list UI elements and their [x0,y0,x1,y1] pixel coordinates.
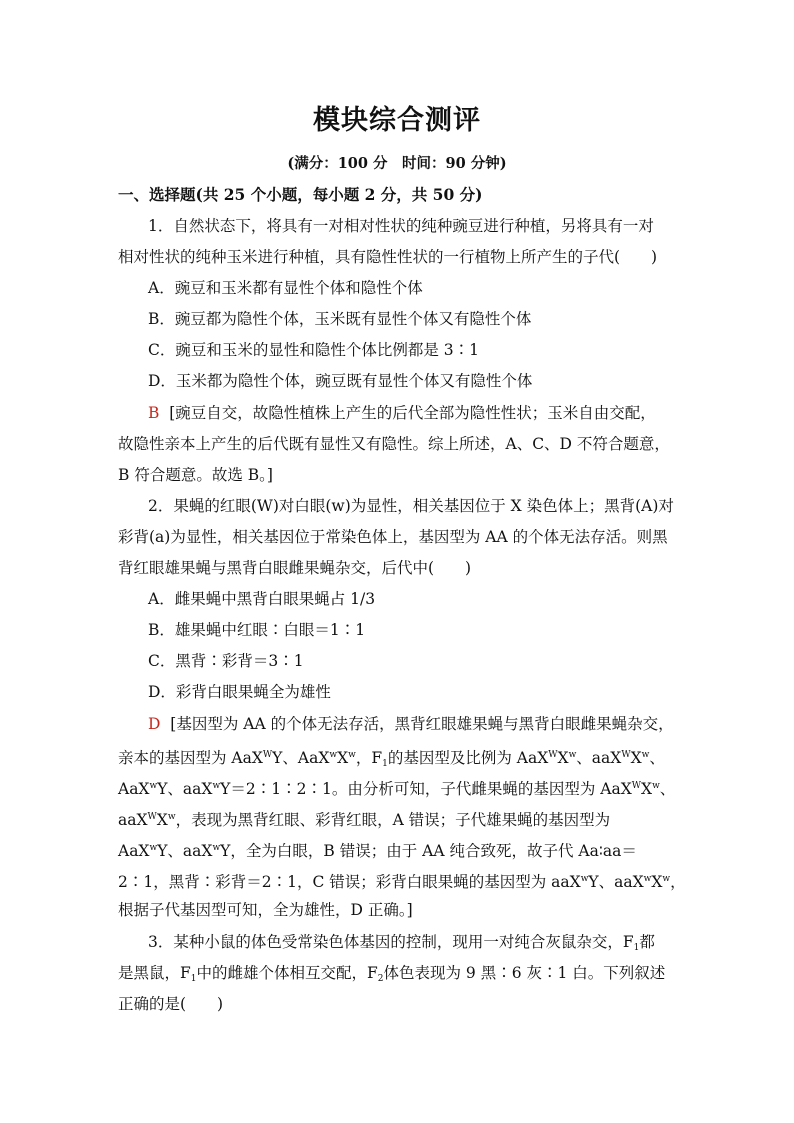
q2-option-b: B．雄果蝇中红眼∶白眼＝1∶1 [148,621,366,639]
q1-answer: B [148,404,160,422]
q2-explanation-line-2: 亲本的基因型为 AaX$^W$Y、$AaX^wX^w$，$F_1$的基因型及比例为 $AaX^WX^w$、$aaX^WX^w$、 [118,749,665,769]
q1-explanation-line-3: B 符合题意。故选 B。] [118,466,273,484]
q2-explanation-line-1 [148,713,708,735]
q1-option-d: D．玉米都为隐性个体，豌豆既有显性个体又有隐性个体 [148,372,533,390]
page-title: 模块综合测评 [313,105,481,136]
q1-option-a: A．豌豆和玉米都有显性个体和隐性个体 [148,279,423,297]
exam-info: (满分：100 分 时间：90 分钟) [287,155,507,172]
q2-explanation-text: [基因型为 AA 的个体无法存活，黑背红眼雄果蝇与黑背白眼雌果蝇杂交， [170,715,674,733]
q2-stem-line-3: 背红眼雄果蝇与黑背白眼雌果蝇杂交，后代中( ) [118,559,472,577]
q3-stem-line-1: 3．某种小鼠的体色受常染色体基因的控制，现用一对纯合灰鼠杂交，$F_1$都 [148,933,655,953]
section-heading: 一、选择题(共 25 个小题，每小题 2 分，共 50 分) [118,185,483,204]
q2-explanation-line-3: AaX$^w$Y、aaX$^w$Y＝2∶1∶2∶1。由分析可知，子代雌果蝇的基因型为 $AaX^WX^w$、 [118,780,676,798]
q1-explanation-line-2: 故隐性亲本上产生的后代既有显性又有隐性。综上所述，A、C、D 不符合题意， [118,435,670,453]
q1-stem-line-1: 1．自然状态下，将具有一对相对性状的纯种豌豆进行种植，另将具有一对 [148,217,654,235]
q2-option-d: D．彩背白眼果蝇全为雄性 [148,683,331,701]
q2-option-a: A．雌果蝇中黑背白眼果蝇占 1/3 [148,590,376,608]
q3-stem-line-2: 是黑鼠，$F_1$中的雌雄个体相互交配，$F_2$体色表现为 9 黑∶6 灰∶1 白。下列叙述 [118,964,666,984]
q1-option-c: C．豌豆和玉米的显性和隐性个体比例都是 3∶1 [148,341,480,359]
q2-answer: D [148,715,161,733]
q1-option-b: B．豌豆都为隐性个体，玉米既有显性个体又有隐性个体 [148,310,532,328]
q1-explanation-text: [豌豆自交，故隐性植株上产生的后代全部为隐性性状；玉米自由交配， [169,404,656,422]
q2-explanation-line-5: AaX$^w$Y、aaX$^w$Y，全为白眼，B 错误；由于 AA 纯合致死，故子代 Aa∶aa＝ [118,842,637,860]
q1-explanation-line-1 [148,402,708,424]
q1-stem-line-2: 相对性状的纯种玉米进行种植，具有隐性性状的一行植物上所产生的子代( ) [118,248,658,266]
q2-stem-line-2: 彩背(a)为显性，相关基因位于常染色体上，基因型为 AA 的个体无法存活。则黑 [118,528,668,546]
q2-explanation-line-7: 根据子代基因型可知，全为雄性，D 正确。] [118,901,413,919]
q3-stem-line-3: 正确的是( ) [118,995,224,1013]
q2-explanation-line-4: $aaX^WX^w$，表现为黑背红眼、彩背红眼，A 错误；子代雄果蝇的基因型为 [118,811,611,829]
q2-stem-line-1: 2．果蝇的红眼(W)对白眼(w)为显性，相关基因位于 X 染色体上；黑背(A)对 [148,497,674,515]
q2-explanation-line-6: 2∶1，黑背∶彩背＝2∶1，C 错误；彩背白眼果蝇的基因型为 aaX$^w$Y、$aaX^wX^w$， [118,873,686,891]
q2-option-c: C．黑背∶彩背＝3∶1 [148,652,304,670]
